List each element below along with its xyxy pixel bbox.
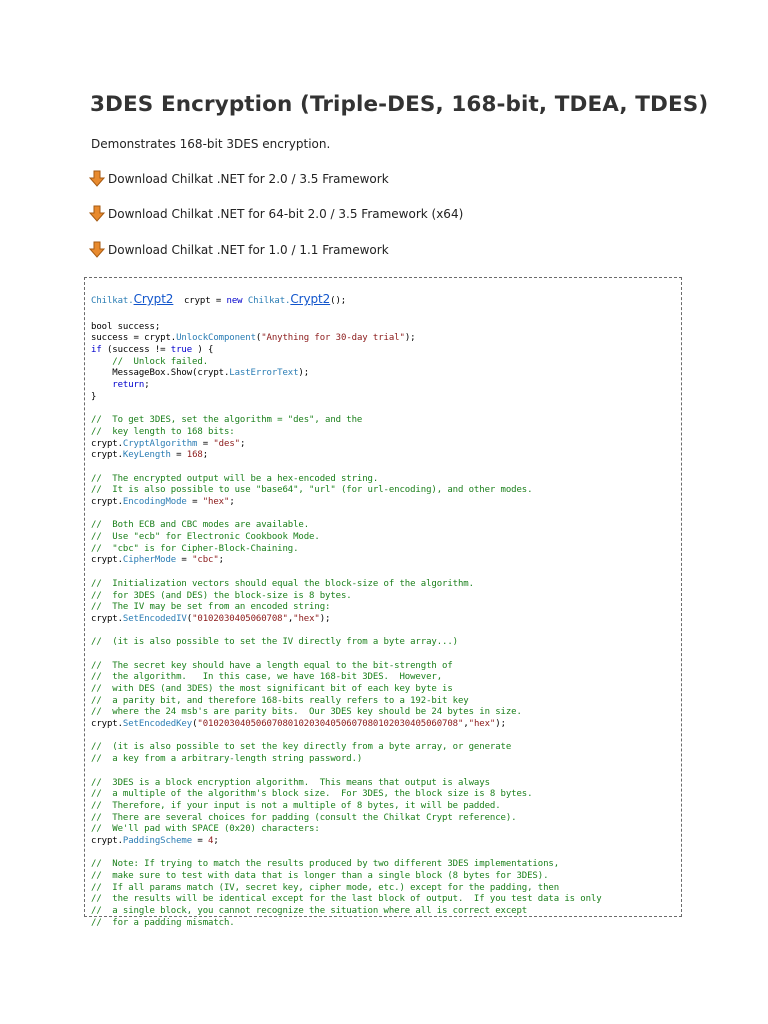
code-line bbox=[91, 579, 681, 591]
code-token: ; bbox=[239, 438, 246, 449]
code-token: // If all params match (IV, secret key, cipher mode, etc.) except for the padding, then bbox=[91, 882, 560, 893]
code-token: ; bbox=[218, 555, 224, 566]
code-token: ) { bbox=[192, 345, 214, 356]
code-token: // 3DES is a block encryption algorithm. This means that output is always bbox=[91, 777, 490, 788]
code-token: = bbox=[192, 835, 209, 846]
code-line bbox=[91, 859, 681, 871]
code-line bbox=[91, 380, 681, 392]
code-token: // There are several choices for padding (consult the Chilkat Crypt reference). bbox=[91, 812, 517, 823]
code-token: = bbox=[197, 438, 214, 449]
code-token: // for 3DES (and DES) the block-size is 8 bytes. bbox=[91, 590, 352, 601]
code-token: = bbox=[186, 497, 203, 507]
code-token: // The IV may be set from an encoded string: bbox=[91, 602, 331, 613]
code-line bbox=[91, 392, 681, 404]
code-token: // Initialization vectors should equal the block-size of the algorithm. bbox=[91, 578, 474, 589]
download-link-net64[interactable]: Download Chilkat .NET for 64-bit 2.0 / 3.5 Framework (x64) bbox=[108, 207, 464, 221]
code-line bbox=[91, 567, 681, 579]
code-line bbox=[91, 288, 681, 310]
download-arrow-icon bbox=[90, 171, 104, 187]
code-token: // a key from a arbitrary-length string password.) bbox=[91, 754, 363, 765]
code-token: // We'll pad with SPACE (0x20) characters: bbox=[91, 824, 320, 835]
code-token: = bbox=[176, 555, 193, 566]
code-token: "Anything for 30-day trial" bbox=[261, 333, 405, 344]
code-line bbox=[91, 696, 681, 708]
code-token: 168 bbox=[186, 450, 203, 461]
code-line bbox=[91, 415, 681, 427]
code-token: // Therefore, if your input is not a multiple of 8 bytes, it will be padded. bbox=[91, 800, 501, 811]
code-token: // a single block, you cannot recognize the situation where all is correct except bbox=[91, 906, 528, 917]
code-token: // It is also possible to use "base64", "url" (for url-encoding), and other modes. bbox=[91, 485, 533, 496]
code-line bbox=[91, 310, 681, 322]
code-line bbox=[91, 462, 681, 474]
code-token: , bbox=[287, 613, 294, 624]
code-line bbox=[91, 848, 681, 860]
code-token: // (it is also possible to set the key directly from a byte array, or generate bbox=[91, 742, 512, 753]
code-line bbox=[91, 485, 681, 497]
code-line bbox=[91, 450, 681, 462]
code-token: 4 bbox=[208, 835, 214, 846]
code-token: ); bbox=[404, 333, 416, 344]
code-line bbox=[91, 509, 681, 521]
code-token: return bbox=[112, 380, 145, 391]
code-line bbox=[91, 778, 681, 790]
code-token: ( bbox=[186, 613, 193, 624]
code-token: // a multiple of the algorithm's block size. For 3DES, the block size is 8 bytes. bbox=[91, 789, 533, 800]
page-description: Demonstrates 168-bit 3DES encryption. bbox=[91, 137, 331, 151]
code-token bbox=[91, 357, 112, 367]
code-token: crypt. bbox=[91, 438, 123, 449]
code-line bbox=[91, 591, 681, 603]
code-token: if bbox=[91, 345, 102, 356]
code-line bbox=[91, 649, 681, 661]
download-link-net20[interactable]: Download Chilkat .NET for 2.0 / 3.5 Framework bbox=[108, 172, 389, 186]
code-line bbox=[91, 439, 681, 451]
download-arrow-icon bbox=[90, 206, 104, 222]
code-token: EncodingMode bbox=[122, 497, 187, 507]
code-line bbox=[91, 322, 681, 334]
code-token: // key length to 168 bits: bbox=[91, 426, 235, 437]
code-line bbox=[91, 719, 681, 731]
code-token bbox=[91, 380, 112, 390]
code-token: (); bbox=[330, 296, 347, 306]
code-token: crypt. bbox=[91, 835, 123, 846]
code-line bbox=[91, 602, 681, 614]
code-line bbox=[91, 801, 681, 813]
code-token: ); bbox=[298, 368, 310, 379]
download-item-net10[interactable] bbox=[90, 241, 389, 259]
download-item-net64[interactable] bbox=[90, 205, 463, 223]
code-token: CryptAlgorithm bbox=[122, 438, 198, 449]
page-title: 3DES Encryption (Triple-DES, 168-bit, TDEA, TDES) bbox=[90, 92, 709, 117]
code-token: new bbox=[226, 296, 243, 306]
code-line bbox=[91, 333, 681, 345]
code-token: "hex" bbox=[293, 613, 320, 624]
code-class-link[interactable]: Crypt2 bbox=[133, 292, 174, 306]
code-token: bool success; bbox=[91, 321, 161, 332]
code-line bbox=[91, 544, 681, 556]
code-token: // Note: If trying to match the results produced by two different 3DES implementations, bbox=[91, 859, 560, 870]
code-token: ; bbox=[202, 450, 209, 461]
code-token: "hex" bbox=[202, 497, 230, 507]
download-link-net10[interactable]: Download Chilkat .NET for 1.0 / 1.1 Framework bbox=[108, 243, 389, 257]
code-line bbox=[91, 427, 681, 439]
code-token: crypt = bbox=[173, 296, 227, 306]
code-token: ; bbox=[144, 380, 150, 391]
code-token: // Use "ecb" for Electronic Cookbook Mode. bbox=[91, 532, 320, 543]
code-line bbox=[91, 532, 681, 544]
code-line bbox=[91, 614, 681, 626]
code-token: SetEncodedKey bbox=[122, 719, 193, 730]
code-token: // where the 24 msb's are parity bits. Our 3DES key should be 24 bytes in size. bbox=[91, 707, 522, 718]
code-line bbox=[91, 684, 681, 696]
code-line bbox=[91, 555, 681, 567]
code-line bbox=[91, 754, 681, 766]
download-arrow-icon bbox=[90, 242, 104, 258]
code-line bbox=[91, 742, 681, 754]
code-token: MessageBox.Show(crypt. bbox=[91, 368, 230, 379]
code-token: (success != bbox=[101, 345, 171, 356]
code-token: // the algorithm. In this case, we have 168-bit 3DES. However, bbox=[91, 672, 443, 683]
code-token: // for a padding mismatch. bbox=[91, 917, 235, 928]
code-line bbox=[91, 894, 681, 906]
code-token: "0102030405060708" bbox=[192, 613, 288, 624]
code-token: // the results will be identical except for the last block of output. If you test data is only bbox=[91, 894, 602, 905]
code-token: crypt. bbox=[91, 497, 123, 507]
code-line bbox=[91, 357, 681, 369]
code-line bbox=[91, 637, 681, 649]
code-token: crypt. bbox=[91, 719, 123, 730]
code-token: PaddingScheme bbox=[122, 835, 193, 846]
code-token: // Unlock failed. bbox=[112, 356, 209, 367]
code-token: // The secret key should have a length equal to the bit-strength of bbox=[91, 660, 453, 671]
code-line bbox=[91, 661, 681, 673]
code-line bbox=[91, 520, 681, 532]
code-token: true bbox=[170, 345, 193, 356]
code-line bbox=[91, 497, 681, 509]
code-line bbox=[91, 672, 681, 684]
code-line bbox=[91, 789, 681, 801]
code-token: // (it is also possible to set the IV directly from a byte array...) bbox=[91, 637, 458, 648]
code-token: // "cbc" is for Cipher-Block-Chaining. bbox=[91, 543, 299, 554]
code-token: ( bbox=[255, 333, 262, 344]
download-item-net20[interactable] bbox=[90, 170, 389, 188]
code-token: // The encrypted output will be a hex-encoded string. bbox=[91, 473, 379, 484]
code-token: crypt. bbox=[91, 555, 123, 566]
code-token: crypt. bbox=[91, 450, 123, 461]
code-class-link[interactable]: Crypt2 bbox=[290, 292, 331, 306]
code-token: ; bbox=[213, 835, 219, 846]
code-token: // To get 3DES, set the algorithm = "des", and the bbox=[91, 415, 363, 426]
code-line bbox=[91, 345, 681, 357]
code-token: success = crypt. bbox=[91, 333, 177, 344]
code-token: "cbc" bbox=[192, 555, 219, 566]
code-listing bbox=[91, 288, 681, 929]
code-line bbox=[91, 626, 681, 638]
code-token: = bbox=[170, 450, 187, 461]
code-token: ; bbox=[229, 497, 235, 507]
code-token: // make sure to test with data that is longer than a single block (8 bytes for 3DES). bbox=[91, 871, 549, 881]
code-line bbox=[91, 766, 681, 778]
code-token: // with DES (and 3DES) the most significant bit of each key byte is bbox=[91, 684, 453, 694]
code-line bbox=[91, 474, 681, 486]
code-token: Chilkat. bbox=[242, 296, 291, 306]
code-token: UnlockComponent bbox=[176, 333, 256, 344]
code-token: CipherMode bbox=[122, 555, 177, 566]
code-token: SetEncodedIV bbox=[122, 613, 187, 624]
code-token: "hex" bbox=[468, 719, 496, 730]
code-token: "des" bbox=[213, 438, 240, 449]
code-line bbox=[91, 731, 681, 743]
code-token: // a parity bit, and therefore 168-bits really refers to a 192-bit key bbox=[91, 695, 469, 706]
code-token: // Both ECB and CBC modes are available. bbox=[91, 520, 310, 531]
code-line bbox=[91, 883, 681, 895]
code-token: "010203040506070801020304050607080102030405060708" bbox=[197, 719, 464, 730]
code-line bbox=[91, 871, 681, 883]
code-line bbox=[91, 404, 681, 416]
code-line bbox=[91, 368, 681, 380]
code-token: Chilkat. bbox=[91, 296, 134, 306]
code-token: LastErrorText bbox=[229, 368, 299, 379]
code-token: crypt. bbox=[91, 613, 123, 624]
code-line bbox=[91, 918, 681, 930]
code-token: , bbox=[463, 719, 469, 730]
code-token: ); bbox=[495, 719, 506, 730]
code-line bbox=[91, 813, 681, 825]
code-line bbox=[91, 836, 681, 848]
code-token: KeyLength bbox=[122, 450, 171, 461]
code-token: ( bbox=[192, 719, 198, 730]
code-block bbox=[84, 277, 682, 928]
code-token: ); bbox=[319, 613, 331, 624]
code-token: } bbox=[91, 391, 97, 402]
code-line bbox=[91, 906, 681, 918]
code-line bbox=[91, 707, 681, 719]
code-line bbox=[91, 824, 681, 836]
